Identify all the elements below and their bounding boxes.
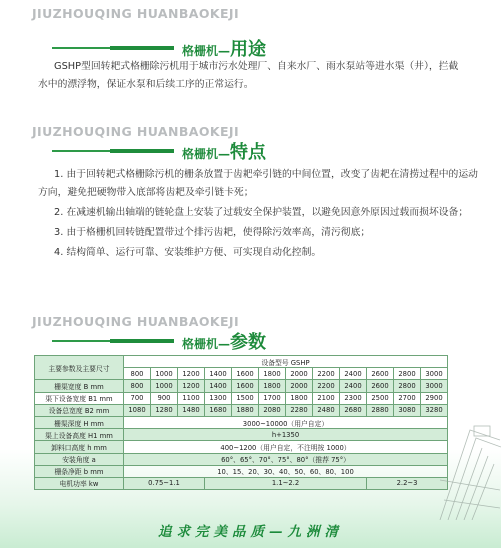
table-cell: 2700 <box>394 392 421 404</box>
brand-watermark-features: JIUZHOUQING HUANBAOKEJI <box>32 124 240 139</box>
gap-value: 10、15、20、30、40、50、60、80、100 <box>124 465 448 477</box>
feature-item: 2. 在减速机输出轴端的链轮盘上安装了过载安全保护装置，以避免因意外原因过载而损坏设备； <box>54 207 469 218</box>
table-cell: 2800 <box>394 380 421 392</box>
heading-divider <box>52 47 110 49</box>
feature-item: 3. 由于格栅机回转链配置带过个排污齿耙，使得除污效率高，清污彻底； <box>54 227 371 238</box>
brand-watermark-params: JIUZHOUQING HUANBAOKEJI <box>32 314 240 329</box>
table-cell: 2300 <box>340 392 367 404</box>
gap-label: 栅条净距 b mm <box>35 465 124 477</box>
table-cell: 2100 <box>313 392 340 404</box>
power-value-2: 1.1~2.2 <box>205 477 367 489</box>
table-cell: 1880 <box>232 404 259 416</box>
discharge-value: 400~1200（用户自定，不注明按 1000） <box>124 441 448 453</box>
heading-divider-thick <box>110 149 174 153</box>
table-cell: 2900 <box>421 392 448 404</box>
table-cell: 1480 <box>178 404 205 416</box>
table-cell: 1500 <box>232 392 259 404</box>
row-label: 栅渠宽度 B mm <box>35 380 124 392</box>
angle-value: 60°、65°、70°、75°、80°（推荐 75°） <box>124 453 448 465</box>
angle-label: 安装角度 a <box>35 453 124 465</box>
usage-heading-row <box>52 38 266 58</box>
table-cell: 1800 <box>259 380 286 392</box>
table-row <box>35 477 448 489</box>
table-row <box>35 416 448 428</box>
table-cell: 1200 <box>178 380 205 392</box>
features-heading-title: 特点 <box>230 142 267 163</box>
usage-text: GSHP型回转耙式格栅除污机用于城市污水处理厂、自来水厂、雨水泵站等进水渠（井），拦截水中的漂浮物，保证水泵和后续工序的正常运行。 <box>38 61 459 90</box>
table-cell: 3080 <box>394 404 421 416</box>
power-value-1: 0.75~1.1 <box>124 477 205 489</box>
table-row <box>35 441 448 453</box>
model-header: 设备型号 GSHP <box>124 356 448 368</box>
power-label: 电机功率 kw <box>35 477 124 489</box>
depth-label: 栅渠深度 H mm <box>35 416 124 428</box>
depth-value: 3000~10000（用户自定） <box>124 416 448 428</box>
table-row <box>35 404 448 416</box>
table-cell: 2600 <box>367 380 394 392</box>
table-cell: 1680 <box>205 404 232 416</box>
brand-watermark-usage: JIUZHOUQING HUANBAOKEJI <box>32 6 240 21</box>
table-cell: 1280 <box>151 404 178 416</box>
table-cell: 1400 <box>205 380 232 392</box>
heading-divider <box>52 340 110 342</box>
params-heading <box>182 328 266 354</box>
table-cell: 1000 <box>151 380 178 392</box>
table-row <box>35 465 448 477</box>
table-cell: 2880 <box>367 404 394 416</box>
table-cell: 1800 <box>286 392 313 404</box>
model-number-cell: 1000 <box>151 368 178 380</box>
model-number-cell: 2000 <box>286 368 313 380</box>
power-value-3: 2.2~3 <box>367 477 448 489</box>
model-number-cell: 2600 <box>367 368 394 380</box>
table-cell: 1100 <box>178 392 205 404</box>
table-cell: 2000 <box>286 380 313 392</box>
feature-item: 1. 由于回转耙式格栅除污机的栅条放置于齿耙牵引链的中间位置，改变了齿耙在清捞过程中的运动方向，避免把硬物带入底部将齿耙及牵引链卡死； <box>38 169 478 198</box>
usage-heading-prefix: 格栅机— <box>182 44 231 58</box>
table-cell: 800 <box>124 380 151 392</box>
table-row <box>35 380 448 392</box>
model-number-cell: 1200 <box>178 368 205 380</box>
usage-paragraph <box>38 58 468 94</box>
discharge-label: 卸料口高度 h mm <box>35 441 124 453</box>
table-cell: 1600 <box>232 380 259 392</box>
height-value: h+1350 <box>124 429 448 441</box>
features-heading-row <box>52 141 266 161</box>
model-number-cell: 2200 <box>313 368 340 380</box>
footer-slogan: 追求完美品质—九洲清 <box>158 524 343 540</box>
model-number-cell: 1800 <box>259 368 286 380</box>
parameter-table <box>34 355 448 490</box>
params-heading-prefix: 格栅机— <box>182 337 231 351</box>
table-cell: 3280 <box>421 404 448 416</box>
table-cell: 900 <box>151 392 178 404</box>
feature-item: 4. 结构简单、运行可靠、安装维护方便、可实现自动化控制。 <box>54 247 322 258</box>
features-list <box>38 166 478 262</box>
params-heading-row <box>52 331 266 351</box>
table-cell: 1700 <box>259 392 286 404</box>
table-cell: 2500 <box>367 392 394 404</box>
table-row <box>35 453 448 465</box>
model-number-cell: 3000 <box>421 368 448 380</box>
model-number-cell: 1600 <box>232 368 259 380</box>
table-cell: 2080 <box>259 404 286 416</box>
heading-divider-thick <box>110 46 174 50</box>
table-header-row <box>35 356 448 368</box>
table-cell: 1080 <box>124 404 151 416</box>
features-heading <box>182 138 266 164</box>
params-heading-title: 参数 <box>230 332 267 353</box>
machine-illustration-icon <box>430 420 501 520</box>
table-row <box>35 429 448 441</box>
features-heading-prefix: 格栅机— <box>182 147 231 161</box>
table-cell: 2200 <box>313 380 340 392</box>
model-number-cell: 1400 <box>205 368 232 380</box>
model-number-cell: 800 <box>124 368 151 380</box>
heading-divider-thick <box>110 339 174 343</box>
table-cell: 2400 <box>340 380 367 392</box>
table-cell: 2680 <box>340 404 367 416</box>
heading-divider <box>52 150 110 152</box>
model-number-cell: 2400 <box>340 368 367 380</box>
table-cell: 2280 <box>286 404 313 416</box>
row-label: 设备总宽度 B2 mm <box>35 404 124 416</box>
model-number-cell: 2800 <box>394 368 421 380</box>
table-row <box>35 392 448 404</box>
row-label: 渠下设备宽度 B1 mm <box>35 392 124 404</box>
table-cell: 2480 <box>313 404 340 416</box>
height-label: 渠上设备高度 H1 mm <box>35 429 124 441</box>
table-cell: 1300 <box>205 392 232 404</box>
table-cell: 3000 <box>421 380 448 392</box>
usage-heading-title: 用途 <box>230 39 267 60</box>
table-cell: 700 <box>124 392 151 404</box>
main-params-header: 主要参数及主要尺寸 <box>35 356 124 380</box>
